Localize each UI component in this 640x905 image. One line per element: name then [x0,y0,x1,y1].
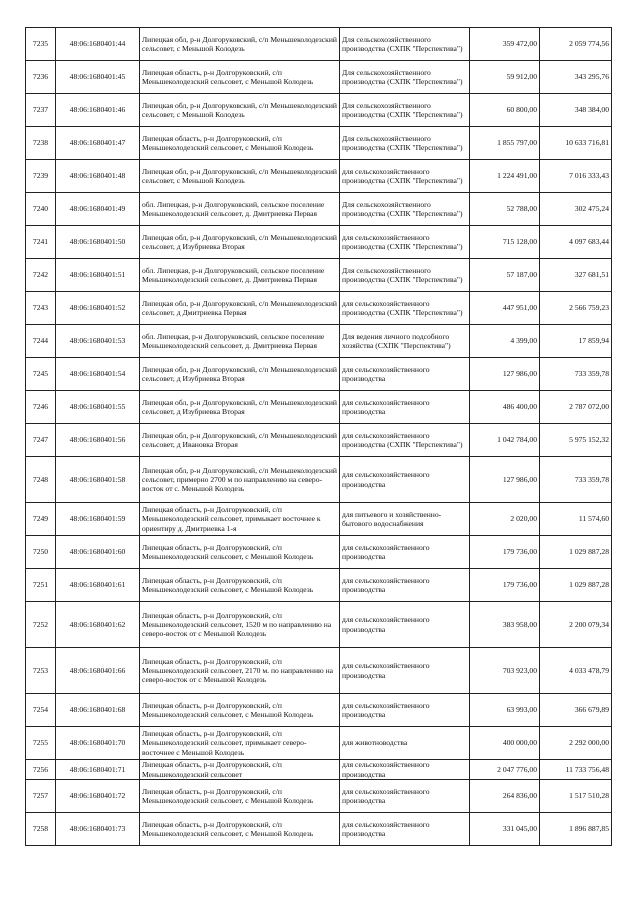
cadastral-number: 48:06:1680401:47 [56,127,140,160]
row-number: 7242 [26,259,56,292]
cadastral-cost: 5 975 152,32 [540,424,612,457]
cadastral-cost: 2 200 079,34 [540,602,612,648]
table-row [26,358,612,391]
area-value: 2 047 776,00 [470,760,540,780]
area-value: 715 128,00 [470,226,540,259]
area-value: 331 045,00 [470,813,540,846]
cadastral-number: 48:06:1680401:53 [56,325,140,358]
permitted-use: для сельскохозяйственного производства [340,648,470,694]
cadastral-number: 48:06:1680401:51 [56,259,140,292]
permitted-use: для сельскохозяйственного производства [340,602,470,648]
row-number: 7247 [26,424,56,457]
permitted-use: для сельскохозяйственного производства [340,694,470,727]
cadastral-number: 48:06:1680401:54 [56,358,140,391]
address: Липецкая область, р-н Долгоруковский, с/п Меньшеколодезский сельсовет, с Меньшой Колодезь [140,569,340,602]
cadastral-cost: 7 016 333,43 [540,160,612,193]
permitted-use: для сельскохозяйственного производства [340,780,470,813]
row-number: 7245 [26,358,56,391]
cadastral-cost: 348 384,00 [540,94,612,127]
area-value: 59 912,00 [470,61,540,94]
table-row [26,780,612,813]
permitted-use: для сельскохозяйственного производства [340,391,470,424]
table-row [26,503,612,536]
address: Липецкая обл, р-н Долгоруковский, с/п Меньшеколодезский сельсовет, с Меньшой Колодезь [140,160,340,193]
permitted-use: для сельскохозяйственного производства [340,457,470,503]
cadastral-number: 48:06:1680401:68 [56,694,140,727]
cadastral-cost: 302 475,24 [540,193,612,226]
address: Липецкая область, р-н Долгоруковский, с/п Меньшеколодезский сельсовет, примыкает северо-восточнее с Меньшой Колодезь [140,727,340,760]
cadastral-number: 48:06:1680401:46 [56,94,140,127]
row-number: 7244 [26,325,56,358]
table-row [26,193,612,226]
area-value: 2 020,00 [470,503,540,536]
address: Липецкая область, р-н Долгоруковский, с/п Меньшеколодезский сельсовет [140,760,340,780]
area-value: 127 986,00 [470,457,540,503]
row-number: 7256 [26,760,56,780]
address: Липецкая обл, р-н Долгоруковский, с/п Меньшеколодезский сельсовет, д Изубриевка Вторая [140,226,340,259]
row-number: 7258 [26,813,56,846]
permitted-use: Для сельскохозяйственного производства (СХПК "Перспектива") [340,94,470,127]
row-number: 7241 [26,226,56,259]
table-row [26,727,612,760]
cadastral-number: 48:06:1680401:66 [56,648,140,694]
cadastral-number: 48:06:1680401:59 [56,503,140,536]
cadastral-number: 48:06:1680401:60 [56,536,140,569]
permitted-use: Для сельскохозяйственного производства (СХПК "Перспектива") [340,127,470,160]
table-row [26,94,612,127]
row-number: 7251 [26,569,56,602]
area-value: 486 400,00 [470,391,540,424]
address: Липецкая область, р-н Долгоруковский, с/п Меньшеколодезский сельсовет, с Меньшой Колодезь [140,127,340,160]
table-row [26,424,612,457]
cadastral-cost: 1 517 510,28 [540,780,612,813]
row-number: 7249 [26,503,56,536]
cadastral-cost: 4 033 478,79 [540,648,612,694]
row-number: 7240 [26,193,56,226]
permitted-use: для сельскохозяйственного производства [340,536,470,569]
permitted-use: для питьевого и хозяйственно-бытового водоснабжения [340,503,470,536]
cadastral-cost: 343 295,76 [540,61,612,94]
cadastral-number: 48:06:1680401:44 [56,28,140,61]
permitted-use: Для сельскохозяйственного производства (СХПК "Перспектива") [340,193,470,226]
cadastral-number: 48:06:1680401:52 [56,292,140,325]
row-number: 7238 [26,127,56,160]
area-value: 179 736,00 [470,536,540,569]
area-value: 127 986,00 [470,358,540,391]
cadastral-number: 48:06:1680401:56 [56,424,140,457]
cadastral-number: 48:06:1680401:45 [56,61,140,94]
row-number: 7250 [26,536,56,569]
permitted-use: Для сельскохозяйственного производства (СХПК "Перспектива") [340,61,470,94]
cadastral-number: 48:06:1680401:73 [56,813,140,846]
area-value: 52 788,00 [470,193,540,226]
cadastral-cost: 2 292 000,00 [540,727,612,760]
address: Липецкая область, р-н Долгоруковский, с/п Меньшеколодезский сельсовет, с Меньшой Колодезь [140,694,340,727]
address: Липецкая область, р-н Долгоруковский, с/п Меньшеколодезский сельсовет, с Меньшой Колодезь [140,61,340,94]
cadastral-number: 48:06:1680401:62 [56,602,140,648]
address: Липецкая обл, р-н Долгоруковский, с/п Меньшеколодезский сельсовет, д Изубриевка Вторая [140,391,340,424]
row-number: 7248 [26,457,56,503]
permitted-use: для сельскохозяйственного производства (СХПК "Перспектива") [340,226,470,259]
table-row [26,28,612,61]
cadastral-number: 48:06:1680401:72 [56,780,140,813]
area-value: 57 187,00 [470,259,540,292]
area-value: 63 993,00 [470,694,540,727]
address: Липецкая область, р-н Долгоруковский, с/п Меньшеколодезский сельсовет, с Меньшой Колодезь [140,536,340,569]
permitted-use: для сельскохозяйственного производства [340,760,470,780]
row-number: 7237 [26,94,56,127]
permitted-use: для сельскохозяйственного производства [340,358,470,391]
address: Липецкая обл, р-н Долгоруковский, с/п Меньшеколодезский сельсовет, с Меньшой Колодезь [140,94,340,127]
permitted-use: для сельскохозяйственного производства (СХПК "Перспектива") [340,292,470,325]
address: Липецкая область, р-н Долгоруковский, с/п Меньшеколодезский сельсовет, 1520 м по направлению на северо-восток от с Меньшой Колодезь [140,602,340,648]
cadastral-cost: 1 029 887,28 [540,536,612,569]
cadastral-cost: 2 059 774,56 [540,28,612,61]
cadastral-number: 48:06:1680401:71 [56,760,140,780]
permitted-use: для сельскохозяйственного производства (СХПК "Перспектива") [340,160,470,193]
row-number: 7252 [26,602,56,648]
cadastral-number: 48:06:1680401:49 [56,193,140,226]
table-row [26,226,612,259]
address: Липецкая обл, р-н Долгоруковский, с/п Меньшеколодезский сельсовет, д Изубриевка Вторая [140,358,340,391]
row-number: 7253 [26,648,56,694]
cadastral-number: 48:06:1680401:48 [56,160,140,193]
table-row [26,325,612,358]
table-row [26,391,612,424]
table-row [26,602,612,648]
table-row [26,457,612,503]
cadastral-cost: 366 679,89 [540,694,612,727]
cadastral-cost: 1 029 887,28 [540,569,612,602]
area-value: 1 042 784,00 [470,424,540,457]
cadastral-number: 48:06:1680401:55 [56,391,140,424]
cadastral-number: 48:06:1680401:50 [56,226,140,259]
cadastral-cost: 11 733 756,48 [540,760,612,780]
row-number: 7236 [26,61,56,94]
cadastral-cost: 327 681,51 [540,259,612,292]
table-row [26,813,612,846]
cadastral-cost: 733 359,78 [540,358,612,391]
area-value: 264 836,00 [470,780,540,813]
table-row [26,648,612,694]
table-row [26,694,612,727]
permitted-use: Для ведения личного подсобного хозяйства (СХПК "Перспектива") [340,325,470,358]
address: Липецкая область, р-н Долгоруковский, с/п Меньшеколодезский сельсовет, с Меньшой Колодезь [140,813,340,846]
cadastral-cost: 17 859,94 [540,325,612,358]
table-row [26,569,612,602]
table-row [26,536,612,569]
row-number: 7257 [26,780,56,813]
area-value: 703 923,00 [470,648,540,694]
address: обл. Липецкая, р-н Долгоруковский, сельское поселение Меньшеколодезский сельсовет, д. Дмитриевка Первая [140,193,340,226]
cadastral-cost: 11 574,60 [540,503,612,536]
address: Липецкая область, р-н Долгоруковский, с/п Меньшеколодезский сельсовет, примыкает восточнее к ориентиру д. Дмитриевка 1-я [140,503,340,536]
address: Липецкая область, р-н Долгоруковский, с/п Меньшеколодезский сельсовет, с Меньшой Колодезь [140,780,340,813]
cadastral-number: 48:06:1680401:58 [56,457,140,503]
cadastral-number: 48:06:1680401:61 [56,569,140,602]
permitted-use: для сельскохозяйственного производства (СХПК "Перспектива") [340,424,470,457]
cadastral-cost: 733 359,78 [540,457,612,503]
cadastral-cost: 4 097 683,44 [540,226,612,259]
land-plots-table [25,27,612,846]
document-page [25,27,611,846]
row-number: 7243 [26,292,56,325]
table-row [26,292,612,325]
table-row [26,760,612,780]
area-value: 60 800,00 [470,94,540,127]
area-value: 4 399,00 [470,325,540,358]
row-number: 7255 [26,727,56,760]
area-value: 179 736,00 [470,569,540,602]
cadastral-cost: 2 566 759,23 [540,292,612,325]
area-value: 1 224 491,00 [470,160,540,193]
address: Липецкая обл, р-н Долгоруковский, с/п Меньшеколодезский сельсовет, д Ивановка Вторая [140,424,340,457]
permitted-use: для животноводства [340,727,470,760]
area-value: 1 855 797,00 [470,127,540,160]
address: Липецкая область, р-н Долгоруковский, с/п Меньшеколодезский сельсовет, 2170 м. по направлению на северо-восток от с Меньшой Колодезь [140,648,340,694]
table-body [26,28,612,846]
address: Липецкая обл, р-н Долгоруковский, с/п Меньшеколодезский сельсовет, с Меньшой Колодезь [140,28,340,61]
permitted-use: для сельскохозяйственного производства [340,813,470,846]
row-number: 7239 [26,160,56,193]
cadastral-cost: 10 633 716,81 [540,127,612,160]
cadastral-number: 48:06:1680401:70 [56,727,140,760]
table-row [26,259,612,292]
address: Липецкая обл, р-н Долгоруковский, с/п Меньшеколодезский сельсовет, примерно 2700 м по направлению на северо-восток от с. Меньшой Колодезь [140,457,340,503]
table-row [26,160,612,193]
cadastral-cost: 1 896 887,85 [540,813,612,846]
area-value: 359 472,00 [470,28,540,61]
area-value: 383 958,00 [470,602,540,648]
row-number: 7246 [26,391,56,424]
permitted-use: Для сельскохозяйственного производства (СХПК "Перспектива") [340,28,470,61]
row-number: 7254 [26,694,56,727]
area-value: 400 000,00 [470,727,540,760]
cadastral-cost: 2 787 072,00 [540,391,612,424]
address: обл. Липецкая, р-н Долгоруковский, сельское поселение Меньшеколодезский сельсовет, д. Дмитриевка Первая [140,259,340,292]
table-row [26,61,612,94]
permitted-use: Для сельскохозяйственного производства (СХПК "Перспектива") [340,259,470,292]
area-value: 447 951,00 [470,292,540,325]
address: обл. Липецкая, р-н Долгоруковский, сельское поселение Меньшеколодезский сельсовет, д. Дмитриевка Первая [140,325,340,358]
row-number: 7235 [26,28,56,61]
permitted-use: для сельскохозяйственного производства [340,569,470,602]
address: Липецкая обл, р-н Долгоруковский, с/п Меньшеколодезский сельсовет, д Дмитриевка Первая [140,292,340,325]
table-row [26,127,612,160]
